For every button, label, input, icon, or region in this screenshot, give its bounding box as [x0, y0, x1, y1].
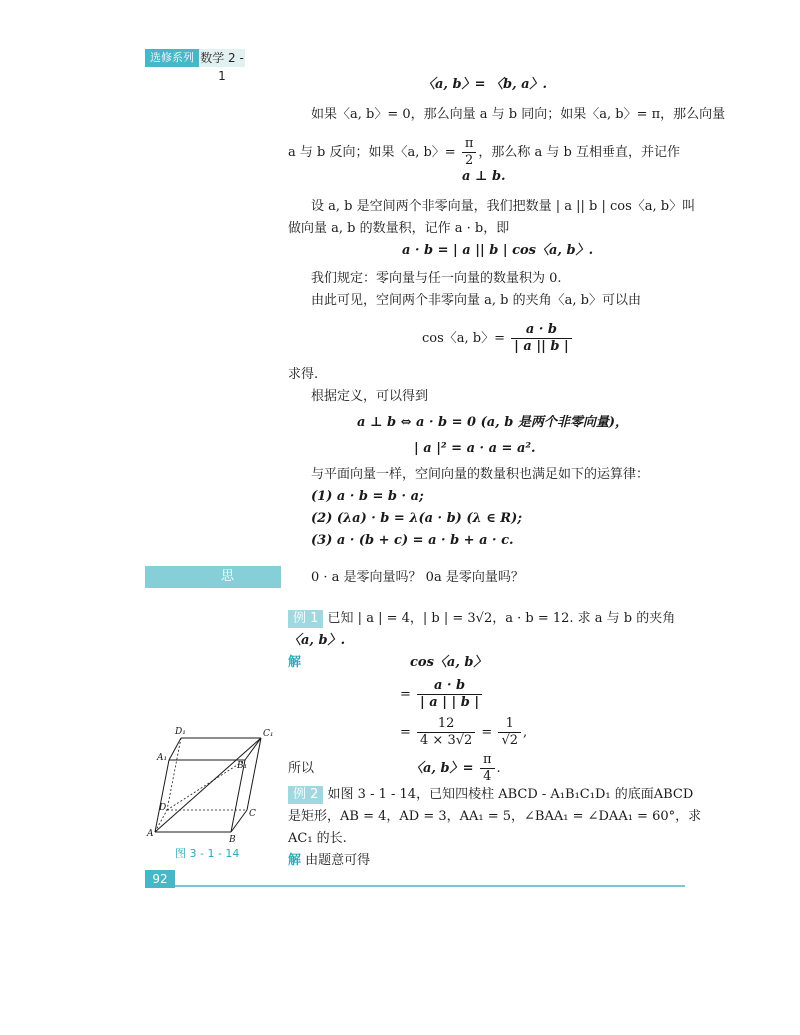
example-1-tag: 例 1: [288, 610, 323, 628]
example-1-statement: [288, 610, 675, 628]
fraction-12-over: [417, 716, 475, 749]
hidden-edge-d1-d: [167, 738, 181, 810]
think-question: 0 · a 是零向量吗？ 0a 是零向量吗？: [311, 570, 524, 585]
solution-step-1: cos〈a, b〉: [410, 655, 487, 670]
footer-rule: [145, 885, 685, 887]
example-2-solution: [288, 852, 370, 870]
text-line: 如果〈a, b〉= 0，那么向量 a 与 b 同向；如果〈a, b〉= π，那么向量: [311, 107, 726, 122]
punct: .: [496, 761, 501, 776]
solution-text: 由题意可得: [305, 853, 371, 868]
solution-label: 解: [288, 853, 302, 868]
solution-label: 解: [288, 655, 302, 670]
punct: ,: [523, 725, 528, 740]
solution-step-2: [400, 678, 484, 711]
formula-norm-squared: | a |² = a · a = a².: [414, 441, 536, 456]
example-2-tag: 例 2: [288, 786, 323, 804]
formula-commutative-angle: 〈a, b〉= 〈b, a〉.: [422, 77, 548, 92]
solution-step-3: [400, 716, 527, 749]
fraction-numerator: 1: [498, 716, 521, 733]
vertex-label-d: D: [159, 803, 167, 813]
text-line-perpendicular: [288, 136, 680, 169]
fraction-pi-over-4: [480, 752, 495, 785]
fraction-denominator: 2: [464, 153, 474, 168]
text-line: 做向量 a, b 的数量积，记作 a · b，即: [288, 221, 510, 236]
fraction-pi-over-2: [462, 136, 477, 169]
text-segment: ，那么称 a 与 b 互相垂直，并记作: [478, 145, 680, 160]
think-box: [145, 566, 281, 606]
fraction-denominator: | a | | b |: [420, 695, 480, 710]
fraction-dot-over-norms: [511, 322, 572, 355]
vertex-label-a: A: [147, 829, 154, 839]
fraction-denominator: √2: [501, 733, 519, 748]
page-number: 92: [145, 870, 175, 888]
figure-caption: 图 3 - 1 - 14: [175, 847, 240, 860]
fraction-dot-over-norms: [417, 678, 482, 711]
law-scalar: (2) (λa) · b = λ(a · b) (λ ∈ R);: [311, 511, 523, 526]
example-2-text: 如图 3 - 1 - 14，已知四棱柱 ABCD - A₁B₁C₁D₁ 的底面ABCD: [327, 787, 694, 802]
equals: =: [400, 687, 416, 702]
book-title: 数学 2 - 1: [200, 51, 244, 83]
therefore-label: 所以: [288, 761, 315, 776]
solution-result: [410, 752, 501, 785]
fraction-numerator: 12: [417, 716, 475, 733]
equals: =: [400, 725, 416, 740]
text-line: 根据定义，可以得到: [311, 389, 429, 404]
text-line: 与平面向量一样，空间向量的数量积也满足如下的运算律：: [311, 467, 650, 482]
fraction-numerator: π: [480, 752, 495, 769]
series-label: 选修系列: [145, 49, 199, 67]
fraction-numerator: a · b: [417, 678, 482, 695]
text-line: 由此可见，空间两个非零向量 a, b 的夹角〈a, b〉可以由: [311, 293, 641, 308]
vertex-label-a1: A₁: [157, 753, 168, 763]
law-distributive: (3) a · (b + c) = a · b + a · c.: [311, 533, 514, 548]
vertex-label-d1: D₁: [175, 727, 186, 737]
example-1-text: 已知 | a | = 4，| b | = 3√2，a · b = 12. 求 a 与 b 的夹角: [327, 611, 676, 626]
parallelepiped-figure: [145, 722, 285, 844]
example-2-text-cont: 是矩形，AB = 4，AD = 3，AA₁ = 5，∠BAA₁ = ∠DAA₁ = 60°，求: [288, 809, 702, 824]
example-2-statement: [288, 786, 693, 804]
text-line: 设 a, b 是空间两个非零向量，我们把数量 | a || b | cos〈a, b〉叫: [311, 199, 696, 214]
formula-lhs: cos〈a, b〉=: [422, 331, 510, 346]
vertex-label-b: B: [229, 835, 236, 844]
vertex-label-b1: B₁: [237, 761, 248, 771]
equals: =: [477, 725, 497, 740]
hidden-diagonal-d-b1: [167, 760, 248, 810]
formula-perpendicular-iff: a ⊥ b ⇔ a · b = 0 (a, b 是两个非零向量)，: [357, 415, 628, 430]
fraction-1-over-root2: [498, 716, 521, 749]
fraction-numerator: π: [462, 136, 477, 153]
example-1-text-cont: 〈a, b〉.: [288, 633, 346, 648]
diagonal-a-c1: [155, 738, 261, 832]
example-2-text-cont: AC₁ 的长.: [288, 831, 347, 846]
law-commutative: (1) a · b = b · a;: [311, 489, 424, 504]
formula-dot-product-definition: a · b = | a || b | cos〈a, b〉.: [402, 243, 594, 258]
think-label: 思考: [221, 569, 253, 606]
fraction-denominator: | a || b |: [514, 339, 569, 354]
text-line: 求得.: [288, 367, 319, 382]
fraction-denominator: 4 × 3√2: [420, 733, 473, 748]
formula-perpendicular: a ⊥ b.: [462, 169, 506, 184]
fraction-denominator: 4: [483, 769, 492, 784]
fraction-numerator: a · b: [511, 322, 572, 339]
result-lhs: 〈a, b〉=: [410, 761, 478, 776]
text-segment: a 与 b 反向；如果〈a, b〉=: [288, 145, 460, 160]
vertex-label-c1: C₁: [263, 729, 274, 739]
formula-cosine-angle: [422, 322, 574, 355]
vertex-label-c: C: [249, 809, 256, 819]
edge-a1-d1: [169, 738, 181, 760]
text-line: 我们规定：零向量与任一向量的数量积为 0.: [311, 271, 562, 286]
